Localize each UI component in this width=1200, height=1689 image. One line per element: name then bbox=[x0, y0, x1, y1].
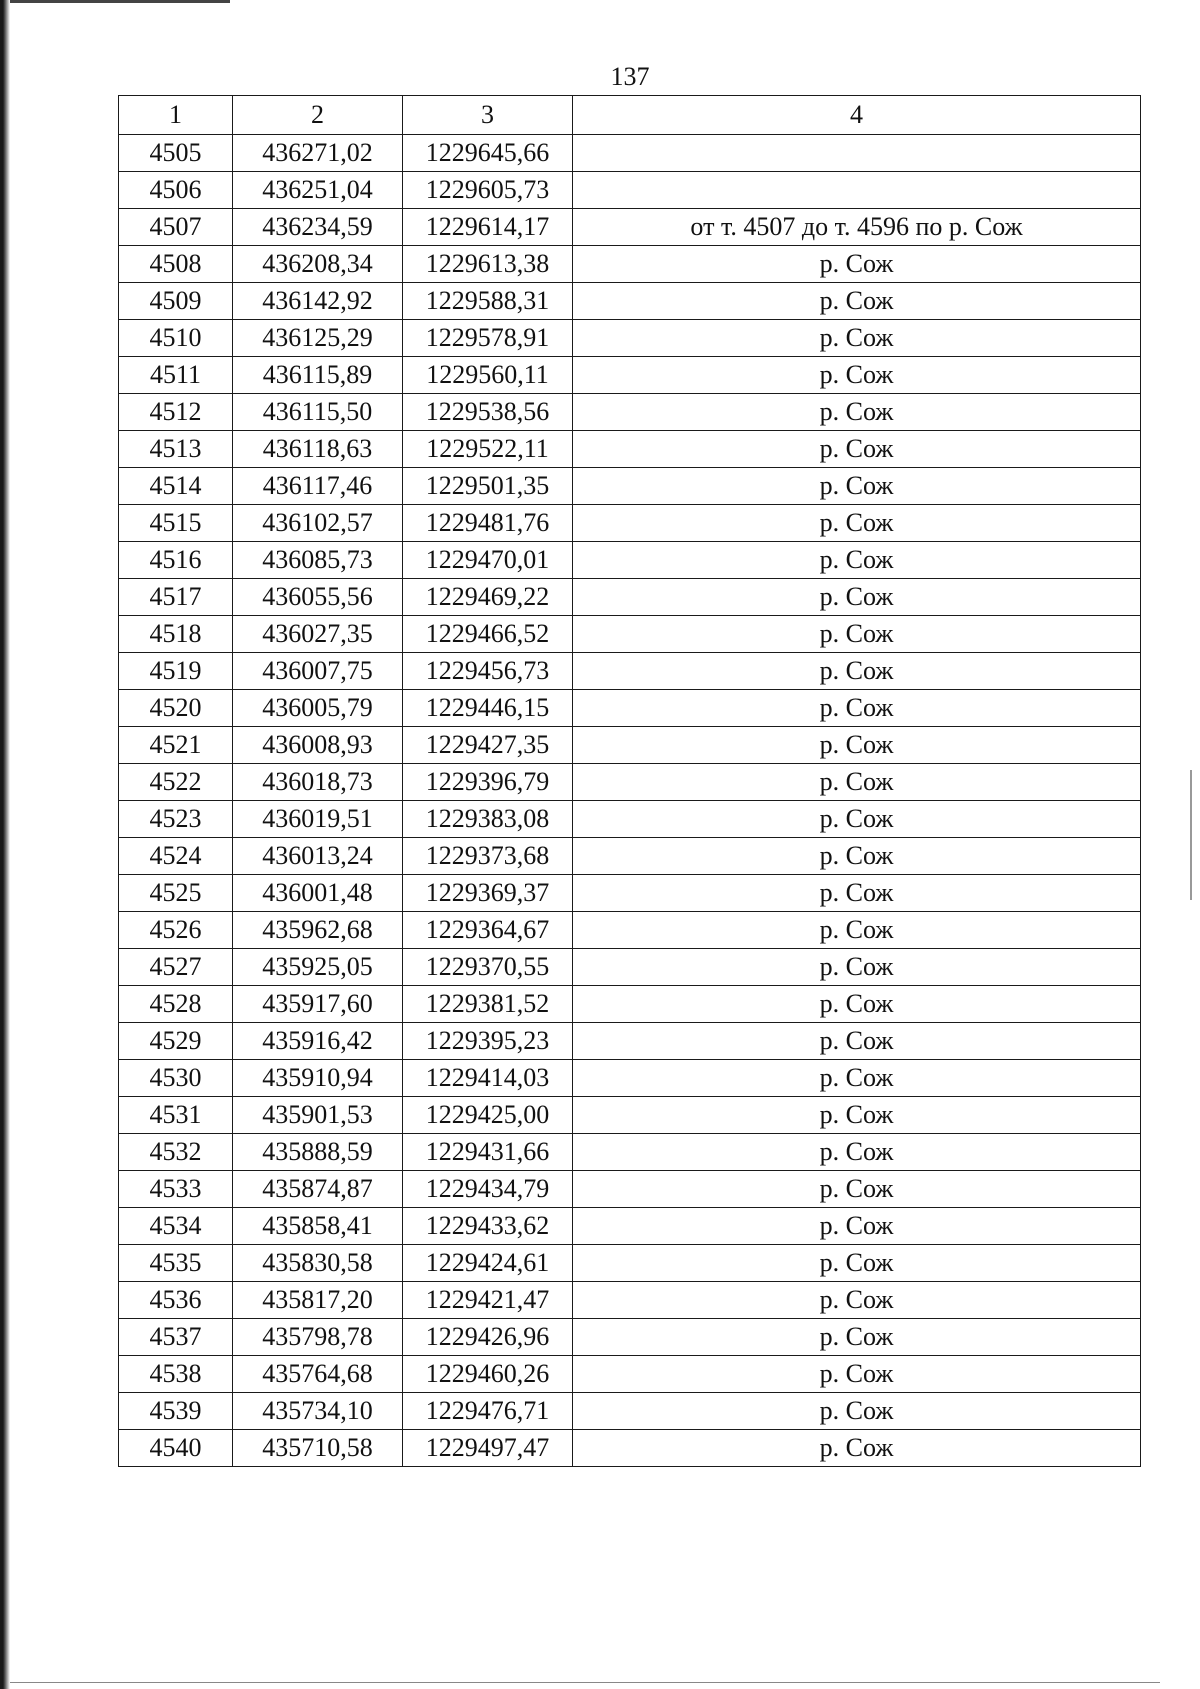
cell-x-coordinate: 436208,34 bbox=[233, 246, 403, 283]
cell-description: р. Сож bbox=[573, 1097, 1141, 1134]
table-row bbox=[119, 653, 1141, 690]
cell-description: р. Сож bbox=[573, 542, 1141, 579]
table-row bbox=[119, 246, 1141, 283]
cell-description: р. Сож bbox=[573, 468, 1141, 505]
cell-description: р. Сож bbox=[573, 246, 1141, 283]
cell-y-coordinate: 1229425,00 bbox=[403, 1097, 573, 1134]
table-row bbox=[119, 949, 1141, 986]
cell-x-coordinate: 436102,57 bbox=[233, 505, 403, 542]
cell-description bbox=[573, 172, 1141, 209]
cell-point-number: 4539 bbox=[119, 1393, 233, 1430]
table-row bbox=[119, 209, 1141, 246]
cell-x-coordinate: 436001,48 bbox=[233, 875, 403, 912]
page-number: 137 bbox=[610, 62, 650, 91]
coordinates-table bbox=[118, 95, 1141, 1467]
cell-point-number: 4532 bbox=[119, 1134, 233, 1171]
cell-description: р. Сож bbox=[573, 505, 1141, 542]
cell-point-number: 4534 bbox=[119, 1208, 233, 1245]
cell-x-coordinate: 436115,50 bbox=[233, 394, 403, 431]
cell-point-number: 4506 bbox=[119, 172, 233, 209]
cell-point-number: 4526 bbox=[119, 912, 233, 949]
cell-y-coordinate: 1229476,71 bbox=[403, 1393, 573, 1430]
cell-x-coordinate: 435874,87 bbox=[233, 1171, 403, 1208]
cell-x-coordinate: 435710,58 bbox=[233, 1430, 403, 1467]
table-row bbox=[119, 1134, 1141, 1171]
table-row bbox=[119, 135, 1141, 172]
cell-y-coordinate: 1229613,38 bbox=[403, 246, 573, 283]
cell-x-coordinate: 436117,46 bbox=[233, 468, 403, 505]
table-row bbox=[119, 283, 1141, 320]
table-row bbox=[119, 727, 1141, 764]
table-row bbox=[119, 172, 1141, 209]
cell-x-coordinate: 436008,93 bbox=[233, 727, 403, 764]
cell-point-number: 4505 bbox=[119, 135, 233, 172]
cell-description bbox=[573, 135, 1141, 172]
cell-x-coordinate: 435734,10 bbox=[233, 1393, 403, 1430]
cell-y-coordinate: 1229431,66 bbox=[403, 1134, 573, 1171]
cell-point-number: 4517 bbox=[119, 579, 233, 616]
cell-point-number: 4528 bbox=[119, 986, 233, 1023]
header-cell-x: 2 bbox=[233, 96, 403, 135]
cell-point-number: 4531 bbox=[119, 1097, 233, 1134]
table-row bbox=[119, 394, 1141, 431]
cell-description: р. Сож bbox=[573, 875, 1141, 912]
cell-description: р. Сож bbox=[573, 1023, 1141, 1060]
cell-y-coordinate: 1229456,73 bbox=[403, 653, 573, 690]
cell-description: р. Сож bbox=[573, 1282, 1141, 1319]
cell-point-number: 4514 bbox=[119, 468, 233, 505]
cell-description: р. Сож bbox=[573, 653, 1141, 690]
cell-x-coordinate: 435798,78 bbox=[233, 1319, 403, 1356]
cell-point-number: 4529 bbox=[119, 1023, 233, 1060]
cell-x-coordinate: 435925,05 bbox=[233, 949, 403, 986]
table-row bbox=[119, 505, 1141, 542]
table-row bbox=[119, 542, 1141, 579]
table-row bbox=[119, 801, 1141, 838]
cell-x-coordinate: 436019,51 bbox=[233, 801, 403, 838]
table-row bbox=[119, 1393, 1141, 1430]
cell-point-number: 4520 bbox=[119, 690, 233, 727]
cell-y-coordinate: 1229446,15 bbox=[403, 690, 573, 727]
table-row bbox=[119, 1171, 1141, 1208]
cell-y-coordinate: 1229373,68 bbox=[403, 838, 573, 875]
header-cell-description: 4 bbox=[573, 96, 1141, 135]
cell-y-coordinate: 1229421,47 bbox=[403, 1282, 573, 1319]
cell-y-coordinate: 1229560,11 bbox=[403, 357, 573, 394]
table-row bbox=[119, 875, 1141, 912]
cell-description: р. Сож bbox=[573, 801, 1141, 838]
cell-x-coordinate: 435888,59 bbox=[233, 1134, 403, 1171]
cell-x-coordinate: 436085,73 bbox=[233, 542, 403, 579]
cell-description: р. Сож bbox=[573, 690, 1141, 727]
scan-left-edge bbox=[0, 0, 10, 1689]
cell-x-coordinate: 436013,24 bbox=[233, 838, 403, 875]
cell-description: р. Сож bbox=[573, 1430, 1141, 1467]
cell-point-number: 4525 bbox=[119, 875, 233, 912]
cell-y-coordinate: 1229433,62 bbox=[403, 1208, 573, 1245]
cell-y-coordinate: 1229588,31 bbox=[403, 283, 573, 320]
cell-description: р. Сож bbox=[573, 838, 1141, 875]
cell-description: р. Сож bbox=[573, 764, 1141, 801]
cell-x-coordinate: 435917,60 bbox=[233, 986, 403, 1023]
cell-description: р. Сож bbox=[573, 986, 1141, 1023]
cell-y-coordinate: 1229369,37 bbox=[403, 875, 573, 912]
cell-y-coordinate: 1229383,08 bbox=[403, 801, 573, 838]
cell-description: р. Сож bbox=[573, 579, 1141, 616]
cell-description: р. Сож bbox=[573, 283, 1141, 320]
cell-description: р. Сож bbox=[573, 1393, 1141, 1430]
cell-point-number: 4515 bbox=[119, 505, 233, 542]
cell-description: р. Сож bbox=[573, 616, 1141, 653]
cell-x-coordinate: 436018,73 bbox=[233, 764, 403, 801]
cell-y-coordinate: 1229501,35 bbox=[403, 468, 573, 505]
table-row bbox=[119, 1430, 1141, 1467]
cell-x-coordinate: 436234,59 bbox=[233, 209, 403, 246]
cell-y-coordinate: 1229427,35 bbox=[403, 727, 573, 764]
table-row bbox=[119, 1097, 1141, 1134]
cell-point-number: 4533 bbox=[119, 1171, 233, 1208]
table-body bbox=[119, 135, 1141, 1467]
cell-point-number: 4524 bbox=[119, 838, 233, 875]
cell-point-number: 4512 bbox=[119, 394, 233, 431]
cell-y-coordinate: 1229395,23 bbox=[403, 1023, 573, 1060]
cell-x-coordinate: 436027,35 bbox=[233, 616, 403, 653]
cell-x-coordinate: 435817,20 bbox=[233, 1282, 403, 1319]
cell-x-coordinate: 436125,29 bbox=[233, 320, 403, 357]
cell-x-coordinate: 436118,63 bbox=[233, 431, 403, 468]
cell-description: р. Сож bbox=[573, 1356, 1141, 1393]
cell-point-number: 4521 bbox=[119, 727, 233, 764]
cell-x-coordinate: 435962,68 bbox=[233, 912, 403, 949]
cell-x-coordinate: 435901,53 bbox=[233, 1097, 403, 1134]
table-row bbox=[119, 579, 1141, 616]
cell-description: р. Сож bbox=[573, 912, 1141, 949]
cell-y-coordinate: 1229381,52 bbox=[403, 986, 573, 1023]
cell-point-number: 4510 bbox=[119, 320, 233, 357]
cell-x-coordinate: 436007,75 bbox=[233, 653, 403, 690]
cell-description: р. Сож bbox=[573, 1171, 1141, 1208]
cell-x-coordinate: 436115,89 bbox=[233, 357, 403, 394]
cell-point-number: 4536 bbox=[119, 1282, 233, 1319]
cell-y-coordinate: 1229414,03 bbox=[403, 1060, 573, 1097]
table-row bbox=[119, 431, 1141, 468]
table-row bbox=[119, 1023, 1141, 1060]
table-row bbox=[119, 357, 1141, 394]
cell-y-coordinate: 1229522,11 bbox=[403, 431, 573, 468]
cell-y-coordinate: 1229370,55 bbox=[403, 949, 573, 986]
cell-x-coordinate: 435830,58 bbox=[233, 1245, 403, 1282]
table-row bbox=[119, 838, 1141, 875]
cell-point-number: 4508 bbox=[119, 246, 233, 283]
table-header bbox=[119, 96, 1141, 135]
cell-y-coordinate: 1229424,61 bbox=[403, 1245, 573, 1282]
cell-description: от т. 4507 до т. 4596 по р. Сож bbox=[573, 209, 1141, 246]
cell-point-number: 4537 bbox=[119, 1319, 233, 1356]
cell-description: р. Сож bbox=[573, 1208, 1141, 1245]
table-row bbox=[119, 1245, 1141, 1282]
cell-y-coordinate: 1229470,01 bbox=[403, 542, 573, 579]
header-cell-point: 1 bbox=[119, 96, 233, 135]
scan-right-mark bbox=[1190, 770, 1192, 900]
cell-y-coordinate: 1229605,73 bbox=[403, 172, 573, 209]
cell-description: р. Сож bbox=[573, 1245, 1141, 1282]
cell-x-coordinate: 436251,04 bbox=[233, 172, 403, 209]
cell-x-coordinate: 435858,41 bbox=[233, 1208, 403, 1245]
cell-x-coordinate: 435910,94 bbox=[233, 1060, 403, 1097]
cell-y-coordinate: 1229469,22 bbox=[403, 579, 573, 616]
cell-point-number: 4513 bbox=[119, 431, 233, 468]
cell-y-coordinate: 1229396,79 bbox=[403, 764, 573, 801]
table-row bbox=[119, 1356, 1141, 1393]
cell-description: р. Сож bbox=[573, 431, 1141, 468]
table-row bbox=[119, 320, 1141, 357]
cell-point-number: 4540 bbox=[119, 1430, 233, 1467]
table-row bbox=[119, 986, 1141, 1023]
cell-description: р. Сож bbox=[573, 949, 1141, 986]
cell-description: р. Сож bbox=[573, 394, 1141, 431]
cell-y-coordinate: 1229578,91 bbox=[403, 320, 573, 357]
cell-y-coordinate: 1229614,17 bbox=[403, 209, 573, 246]
table-row bbox=[119, 1282, 1141, 1319]
cell-point-number: 4522 bbox=[119, 764, 233, 801]
scan-bottom-edge bbox=[10, 1682, 1160, 1683]
cell-point-number: 4516 bbox=[119, 542, 233, 579]
cell-point-number: 4509 bbox=[119, 283, 233, 320]
cell-y-coordinate: 1229426,96 bbox=[403, 1319, 573, 1356]
table-row bbox=[119, 1208, 1141, 1245]
cell-x-coordinate: 436005,79 bbox=[233, 690, 403, 727]
cell-point-number: 4530 bbox=[119, 1060, 233, 1097]
cell-x-coordinate: 435764,68 bbox=[233, 1356, 403, 1393]
cell-point-number: 4511 bbox=[119, 357, 233, 394]
cell-y-coordinate: 1229364,67 bbox=[403, 912, 573, 949]
cell-point-number: 4519 bbox=[119, 653, 233, 690]
cell-y-coordinate: 1229645,66 bbox=[403, 135, 573, 172]
cell-point-number: 4507 bbox=[119, 209, 233, 246]
table-row bbox=[119, 616, 1141, 653]
header-row bbox=[119, 96, 1141, 135]
table-row bbox=[119, 690, 1141, 727]
cell-description: р. Сож bbox=[573, 727, 1141, 764]
scan-top-edge bbox=[10, 0, 230, 3]
table-row bbox=[119, 764, 1141, 801]
cell-x-coordinate: 435916,42 bbox=[233, 1023, 403, 1060]
table-row bbox=[119, 1060, 1141, 1097]
cell-y-coordinate: 1229434,79 bbox=[403, 1171, 573, 1208]
cell-y-coordinate: 1229460,26 bbox=[403, 1356, 573, 1393]
cell-point-number: 4527 bbox=[119, 949, 233, 986]
cell-description: р. Сож bbox=[573, 1134, 1141, 1171]
cell-description: р. Сож bbox=[573, 1319, 1141, 1356]
cell-y-coordinate: 1229466,52 bbox=[403, 616, 573, 653]
cell-point-number: 4535 bbox=[119, 1245, 233, 1282]
cell-point-number: 4523 bbox=[119, 801, 233, 838]
cell-description: р. Сож bbox=[573, 320, 1141, 357]
cell-description: р. Сож bbox=[573, 1060, 1141, 1097]
cell-y-coordinate: 1229538,56 bbox=[403, 394, 573, 431]
cell-description: р. Сож bbox=[573, 357, 1141, 394]
table-row bbox=[119, 468, 1141, 505]
cell-point-number: 4538 bbox=[119, 1356, 233, 1393]
table-row bbox=[119, 1319, 1141, 1356]
cell-y-coordinate: 1229481,76 bbox=[403, 505, 573, 542]
table-row bbox=[119, 912, 1141, 949]
cell-x-coordinate: 436271,02 bbox=[233, 135, 403, 172]
cell-y-coordinate: 1229497,47 bbox=[403, 1430, 573, 1467]
cell-x-coordinate: 436055,56 bbox=[233, 579, 403, 616]
cell-point-number: 4518 bbox=[119, 616, 233, 653]
header-cell-y: 3 bbox=[403, 96, 573, 135]
cell-x-coordinate: 436142,92 bbox=[233, 283, 403, 320]
